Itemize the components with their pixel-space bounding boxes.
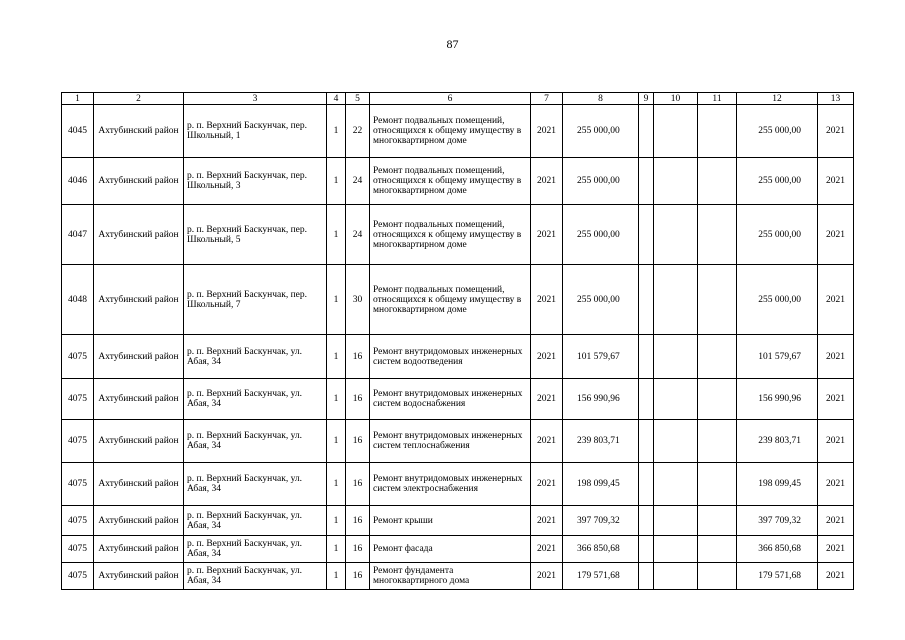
amount-cell: 101 579,67 bbox=[563, 335, 639, 379]
col9-cell bbox=[639, 158, 654, 205]
district-cell: Ахтубинский район bbox=[94, 105, 184, 158]
amount-cell: 239 803,71 bbox=[563, 420, 639, 463]
address-cell: р. п. Верхний Баскунчак, ул. Абая, 34 bbox=[184, 379, 327, 420]
total-amount-cell: 255 000,00 bbox=[737, 265, 818, 335]
year-cell: 2021 bbox=[531, 536, 563, 563]
district-cell: Ахтубинский район bbox=[94, 420, 184, 463]
col11-cell bbox=[698, 536, 737, 563]
total-amount-cell: 198 099,45 bbox=[737, 463, 818, 506]
col10-cell bbox=[654, 463, 698, 506]
col10-cell bbox=[654, 158, 698, 205]
col11-cell bbox=[698, 105, 737, 158]
table-row bbox=[62, 506, 854, 536]
col10-cell bbox=[654, 335, 698, 379]
amount-cell: 255 000,00 bbox=[563, 265, 639, 335]
record-number-cell: 4045 bbox=[62, 105, 94, 158]
address-cell: р. п. Верхний Баскунчак, ул. Абая, 34 bbox=[184, 420, 327, 463]
total-amount-cell: 255 000,00 bbox=[737, 205, 818, 265]
col11-cell bbox=[698, 563, 737, 590]
col11-cell bbox=[698, 379, 737, 420]
completion-year-cell: 2021 bbox=[818, 158, 854, 205]
work-type-cell: Ремонт подвальных помещений, относящихся к общему имуществу в многоквартирном доме bbox=[370, 105, 531, 158]
year-cell: 2021 bbox=[531, 265, 563, 335]
col9-cell bbox=[639, 205, 654, 265]
record-number-cell: 4075 bbox=[62, 335, 94, 379]
district-cell: Ахтубинский район bbox=[94, 379, 184, 420]
header-cell: 8 bbox=[563, 93, 639, 105]
work-type-cell: Ремонт подвальных помещений, относящихся к общему имуществу в многоквартирном доме bbox=[370, 205, 531, 265]
header-cell: 12 bbox=[737, 93, 818, 105]
col4-cell: 1 bbox=[327, 420, 346, 463]
table-row bbox=[62, 205, 854, 265]
completion-year-cell: 2021 bbox=[818, 205, 854, 265]
year-cell: 2021 bbox=[531, 335, 563, 379]
header-cell: 9 bbox=[639, 93, 654, 105]
col11-cell bbox=[698, 205, 737, 265]
data-table bbox=[61, 92, 854, 590]
col4-cell: 1 bbox=[327, 335, 346, 379]
amount-cell: 366 850,68 bbox=[563, 536, 639, 563]
col10-cell bbox=[654, 420, 698, 463]
total-amount-cell: 255 000,00 bbox=[737, 105, 818, 158]
completion-year-cell: 2021 bbox=[818, 420, 854, 463]
total-amount-cell: 366 850,68 bbox=[737, 536, 818, 563]
completion-year-cell: 2021 bbox=[818, 105, 854, 158]
record-number-cell: 4075 bbox=[62, 463, 94, 506]
header-cell: 11 bbox=[698, 93, 737, 105]
col9-cell bbox=[639, 536, 654, 563]
district-cell: Ахтубинский район bbox=[94, 536, 184, 563]
col10-cell bbox=[654, 536, 698, 563]
district-cell: Ахтубинский район bbox=[94, 335, 184, 379]
col4-cell: 1 bbox=[327, 158, 346, 205]
record-number-cell: 4075 bbox=[62, 420, 94, 463]
col11-cell bbox=[698, 335, 737, 379]
col5-cell: 22 bbox=[346, 105, 370, 158]
col11-cell bbox=[698, 506, 737, 536]
district-cell: Ахтубинский район bbox=[94, 563, 184, 590]
record-number-cell: 4075 bbox=[62, 506, 94, 536]
completion-year-cell: 2021 bbox=[818, 506, 854, 536]
address-cell: р. п. Верхний Баскунчак, ул. Абая, 34 bbox=[184, 335, 327, 379]
completion-year-cell: 2021 bbox=[818, 463, 854, 506]
year-cell: 2021 bbox=[531, 205, 563, 265]
address-cell: р. п. Верхний Баскунчак, пер. Школьный, 5 bbox=[184, 205, 327, 265]
address-cell: р. п. Верхний Баскунчак, пер. Школьный, 7 bbox=[184, 265, 327, 335]
district-cell: Ахтубинский район bbox=[94, 506, 184, 536]
col5-cell: 24 bbox=[346, 158, 370, 205]
district-cell: Ахтубинский район bbox=[94, 205, 184, 265]
address-cell: р. п. Верхний Баскунчак, ул. Абая, 34 bbox=[184, 506, 327, 536]
col9-cell bbox=[639, 463, 654, 506]
record-number-cell: 4075 bbox=[62, 563, 94, 590]
total-amount-cell: 179 571,68 bbox=[737, 563, 818, 590]
amount-cell: 179 571,68 bbox=[563, 563, 639, 590]
year-cell: 2021 bbox=[531, 158, 563, 205]
col10-cell bbox=[654, 506, 698, 536]
col4-cell: 1 bbox=[327, 563, 346, 590]
completion-year-cell: 2021 bbox=[818, 335, 854, 379]
table-row bbox=[62, 265, 854, 335]
table-row bbox=[62, 463, 854, 506]
col9-cell bbox=[639, 265, 654, 335]
col9-cell bbox=[639, 335, 654, 379]
table-row bbox=[62, 563, 854, 590]
district-cell: Ахтубинский район bbox=[94, 463, 184, 506]
col11-cell bbox=[698, 463, 737, 506]
col10-cell bbox=[654, 105, 698, 158]
work-type-cell: Ремонт внутридомовых инженерных систем электроснабжения bbox=[370, 463, 531, 506]
table-row bbox=[62, 335, 854, 379]
address-cell: р. п. Верхний Баскунчак, ул. Абая, 34 bbox=[184, 563, 327, 590]
header-cell: 10 bbox=[654, 93, 698, 105]
col9-cell bbox=[639, 420, 654, 463]
total-amount-cell: 156 990,96 bbox=[737, 379, 818, 420]
completion-year-cell: 2021 bbox=[818, 563, 854, 590]
col5-cell: 16 bbox=[346, 420, 370, 463]
year-cell: 2021 bbox=[531, 105, 563, 158]
col5-cell: 16 bbox=[346, 536, 370, 563]
col5-cell: 16 bbox=[346, 379, 370, 420]
col10-cell bbox=[654, 563, 698, 590]
header-cell: 4 bbox=[327, 93, 346, 105]
header-row bbox=[62, 93, 854, 105]
work-type-cell: Ремонт фундамента многоквартирного дома bbox=[370, 563, 531, 590]
completion-year-cell: 2021 bbox=[818, 536, 854, 563]
year-cell: 2021 bbox=[531, 506, 563, 536]
col4-cell: 1 bbox=[327, 536, 346, 563]
year-cell: 2021 bbox=[531, 420, 563, 463]
address-cell: р. п. Верхний Баскунчак, пер. Школьный, 3 bbox=[184, 158, 327, 205]
record-number-cell: 4047 bbox=[62, 205, 94, 265]
col4-cell: 1 bbox=[327, 379, 346, 420]
record-number-cell: 4048 bbox=[62, 265, 94, 335]
col9-cell bbox=[639, 379, 654, 420]
page-number: 87 bbox=[446, 37, 459, 51]
header-cell: 2 bbox=[94, 93, 184, 105]
col11-cell bbox=[698, 158, 737, 205]
col11-cell bbox=[698, 420, 737, 463]
amount-cell: 198 099,45 bbox=[563, 463, 639, 506]
col4-cell: 1 bbox=[327, 506, 346, 536]
col4-cell: 1 bbox=[327, 105, 346, 158]
col10-cell bbox=[654, 205, 698, 265]
total-amount-cell: 397 709,32 bbox=[737, 506, 818, 536]
col5-cell: 16 bbox=[346, 463, 370, 506]
work-type-cell: Ремонт фасада bbox=[370, 536, 531, 563]
district-cell: Ахтубинский район bbox=[94, 158, 184, 205]
table-row bbox=[62, 420, 854, 463]
header-cell: 1 bbox=[62, 93, 94, 105]
table-row bbox=[62, 379, 854, 420]
table-row bbox=[62, 158, 854, 205]
col5-cell: 16 bbox=[346, 335, 370, 379]
work-type-cell: Ремонт внутридомовых инженерных систем водоснабжения bbox=[370, 379, 531, 420]
record-number-cell: 4075 bbox=[62, 536, 94, 563]
header-cell: 5 bbox=[346, 93, 370, 105]
work-type-cell: Ремонт подвальных помещений, относящихся к общему имуществу в многоквартирном доме bbox=[370, 265, 531, 335]
col4-cell: 1 bbox=[327, 463, 346, 506]
table-row bbox=[62, 536, 854, 563]
header-cell: 7 bbox=[531, 93, 563, 105]
address-cell: р. п. Верхний Баскунчак, пер. Школьный, 1 bbox=[184, 105, 327, 158]
col5-cell: 30 bbox=[346, 265, 370, 335]
amount-cell: 255 000,00 bbox=[563, 205, 639, 265]
completion-year-cell: 2021 bbox=[818, 379, 854, 420]
amount-cell: 255 000,00 bbox=[563, 105, 639, 158]
col10-cell bbox=[654, 379, 698, 420]
col10-cell bbox=[654, 265, 698, 335]
district-cell: Ахтубинский район bbox=[94, 265, 184, 335]
total-amount-cell: 101 579,67 bbox=[737, 335, 818, 379]
record-number-cell: 4075 bbox=[62, 379, 94, 420]
total-amount-cell: 255 000,00 bbox=[737, 158, 818, 205]
col4-cell: 1 bbox=[327, 265, 346, 335]
table-row bbox=[62, 105, 854, 158]
col5-cell: 16 bbox=[346, 506, 370, 536]
col4-cell: 1 bbox=[327, 205, 346, 265]
address-cell: р. п. Верхний Баскунчак, ул. Абая, 34 bbox=[184, 463, 327, 506]
col9-cell bbox=[639, 563, 654, 590]
work-type-cell: Ремонт внутридомовых инженерных систем теплоснабжения bbox=[370, 420, 531, 463]
header-cell: 3 bbox=[184, 93, 327, 105]
year-cell: 2021 bbox=[531, 463, 563, 506]
year-cell: 2021 bbox=[531, 379, 563, 420]
header-cell: 13 bbox=[818, 93, 854, 105]
completion-year-cell: 2021 bbox=[818, 265, 854, 335]
col11-cell bbox=[698, 265, 737, 335]
total-amount-cell: 239 803,71 bbox=[737, 420, 818, 463]
col5-cell: 16 bbox=[346, 563, 370, 590]
header-cell: 6 bbox=[370, 93, 531, 105]
col5-cell: 24 bbox=[346, 205, 370, 265]
amount-cell: 397 709,32 bbox=[563, 506, 639, 536]
amount-cell: 255 000,00 bbox=[563, 158, 639, 205]
col9-cell bbox=[639, 506, 654, 536]
col9-cell bbox=[639, 105, 654, 158]
address-cell: р. п. Верхний Баскунчак, ул. Абая, 34 bbox=[184, 536, 327, 563]
work-type-cell: Ремонт внутридомовых инженерных систем водоотведения bbox=[370, 335, 531, 379]
year-cell: 2021 bbox=[531, 563, 563, 590]
work-type-cell: Ремонт крыши bbox=[370, 506, 531, 536]
record-number-cell: 4046 bbox=[62, 158, 94, 205]
work-type-cell: Ремонт подвальных помещений, относящихся к общему имуществу в многоквартирном доме bbox=[370, 158, 531, 205]
amount-cell: 156 990,96 bbox=[563, 379, 639, 420]
